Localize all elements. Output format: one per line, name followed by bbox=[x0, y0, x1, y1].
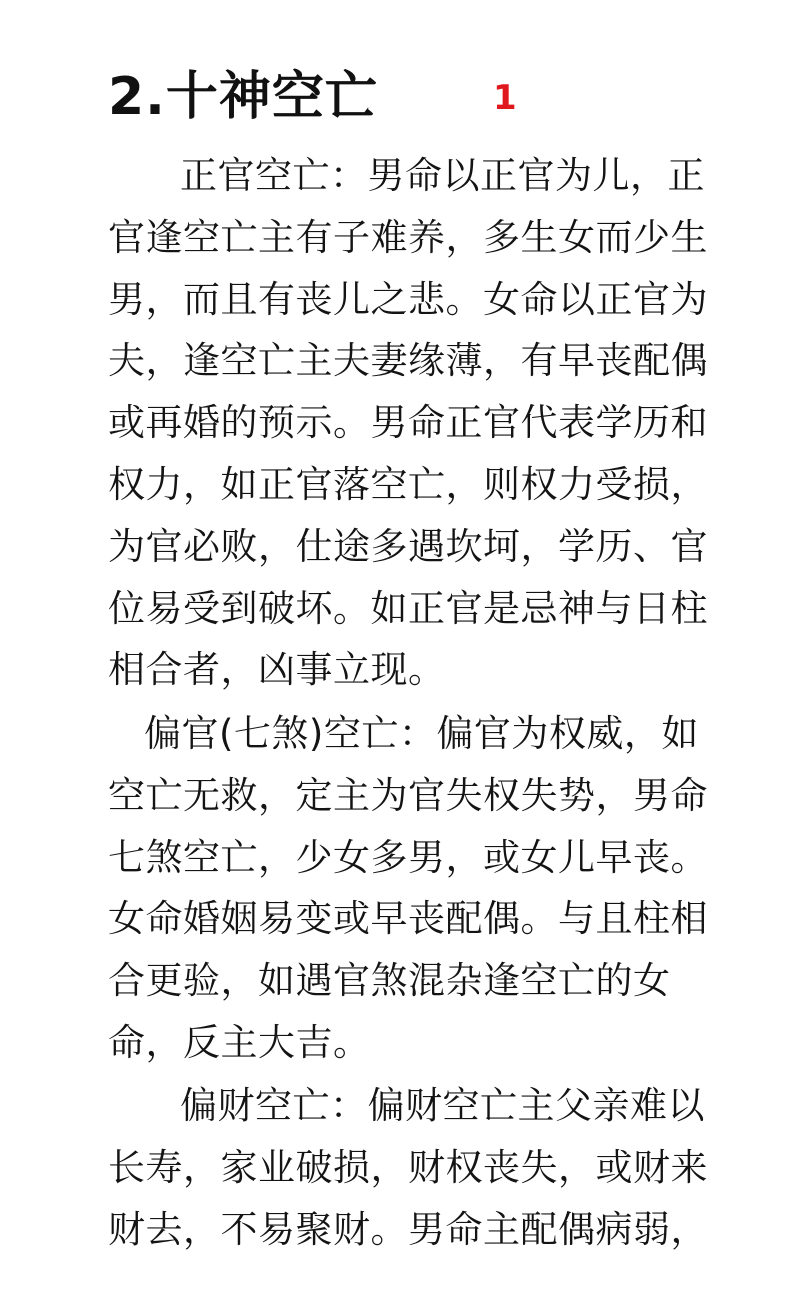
text-line: 合更验，如遇官煞混杂逢空亡的女 bbox=[108, 959, 671, 1003]
paragraph-piancai bbox=[108, 1075, 708, 1260]
text-line: 七煞空亡，少女多男，或女儿早丧。 bbox=[108, 835, 708, 879]
text-line: 相合者，凶事立现。 bbox=[108, 648, 446, 692]
page-marker: 1 bbox=[493, 78, 517, 118]
text-line: 空亡无救，定主为官失权失势，男命 bbox=[108, 773, 708, 817]
text-line: 偏官(七煞)空亡：偏官为权威，如 bbox=[144, 712, 699, 755]
paragraph-pianguan bbox=[108, 703, 708, 1074]
text-line: 长寿，家业破损，财权丧失，或财来 bbox=[108, 1145, 708, 1189]
text-line: 男，而且有丧儿之悲。女命以正官为 bbox=[108, 277, 708, 321]
text-line: 偏财空亡：偏财空亡主父亲难以 bbox=[180, 1084, 705, 1127]
text-line: 正官空亡：男命以正官为儿，正 bbox=[180, 154, 705, 197]
section-heading: 2.十神空亡 bbox=[108, 67, 378, 127]
text-line: 命，反主大吉。 bbox=[108, 1020, 371, 1064]
text-line: 或再婚的预示。男命正官代表学历和 bbox=[108, 401, 708, 445]
text-line: 为官必败，仕途多遇坎坷，学历、官 bbox=[108, 524, 708, 568]
text-line: 权力，如正官落空亡，则权力受损， bbox=[108, 462, 708, 506]
paragraph-zhengguan bbox=[108, 145, 708, 701]
text-line: 财去，不易聚财。男命主配偶病弱， bbox=[108, 1207, 708, 1251]
text-line: 位易受到破坏。如正官是忌神与日柱 bbox=[108, 586, 708, 630]
text-line: 官逢空亡主有子难养，多生女而少生 bbox=[108, 215, 708, 259]
text-line: 女命婚姻易变或早丧配偶。与且柱相 bbox=[108, 897, 708, 941]
text-line: 夫，逢空亡主夫妻缘薄，有早丧配偶 bbox=[108, 339, 708, 383]
